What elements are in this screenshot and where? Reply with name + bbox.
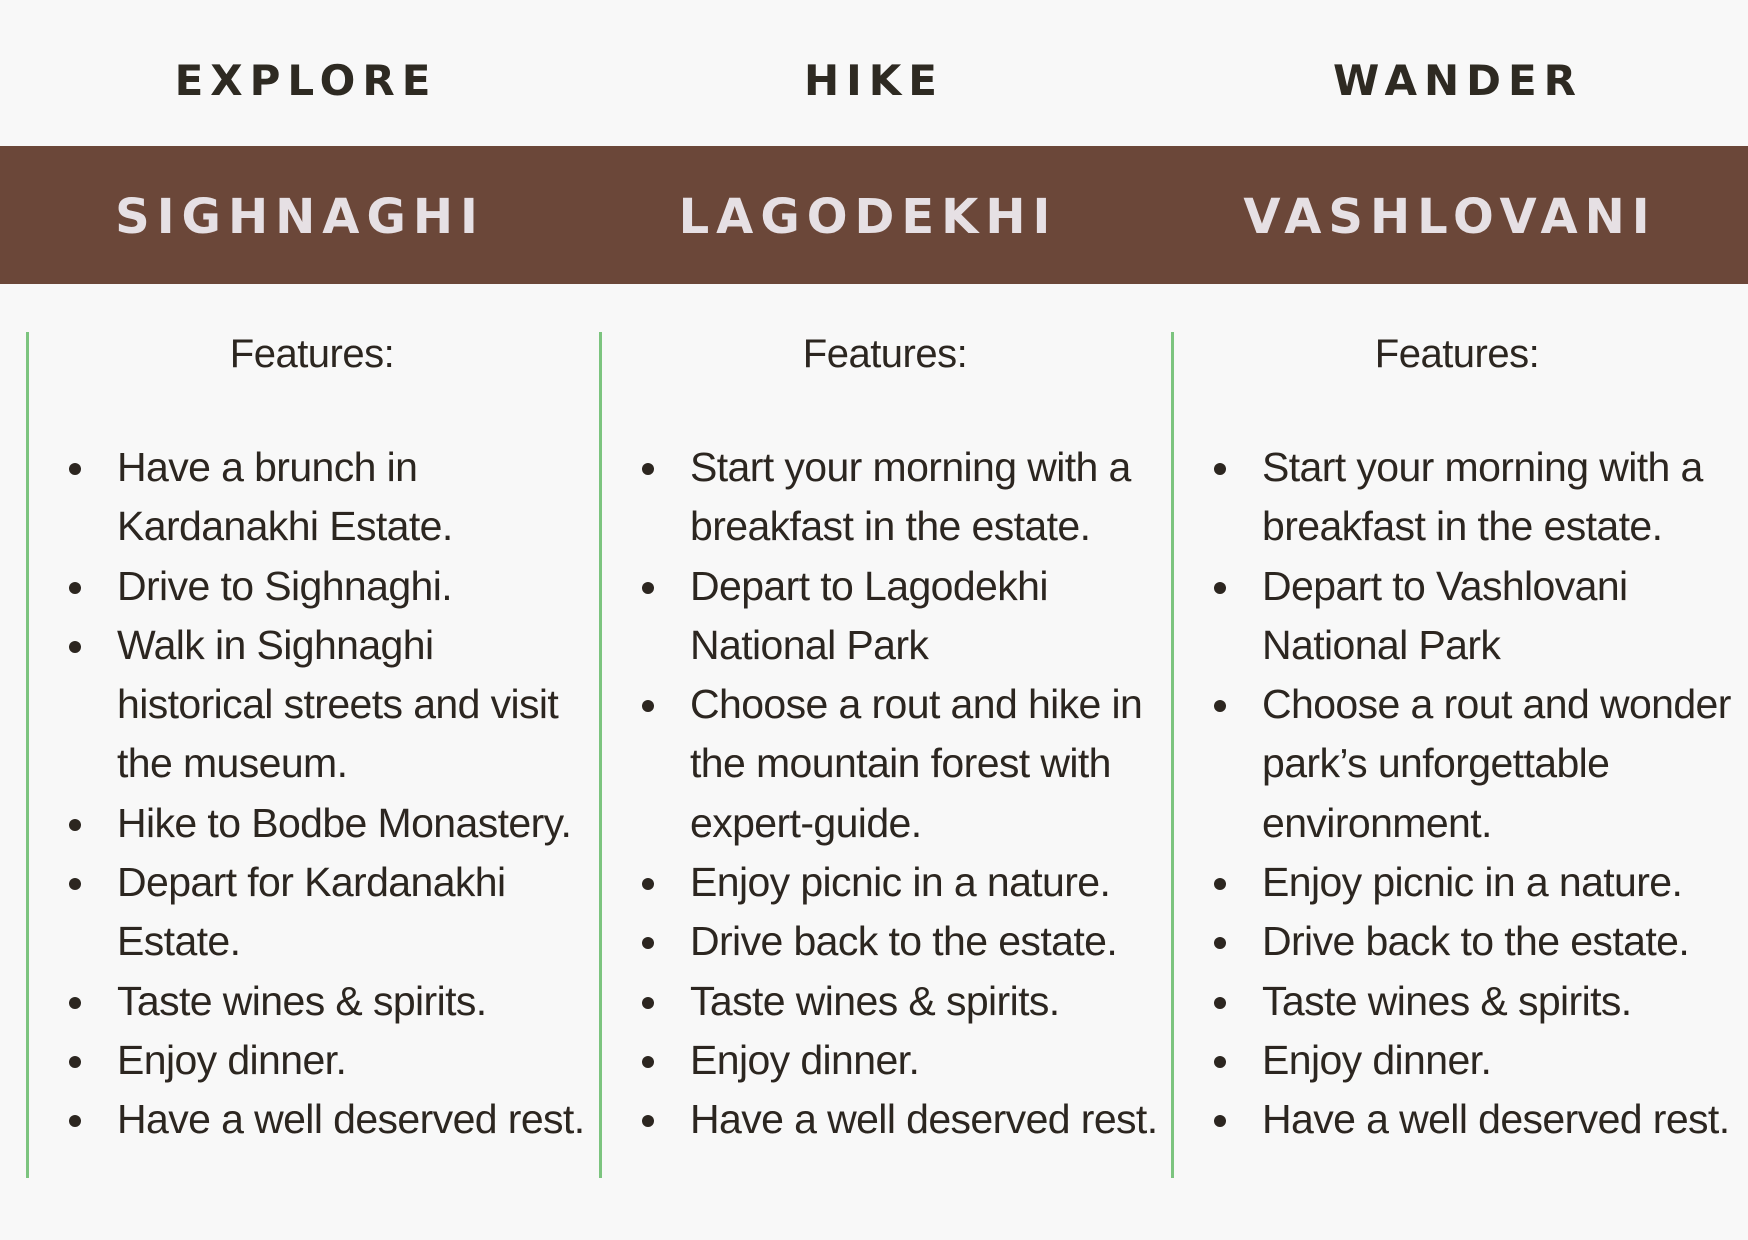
list-item: Walk in Sighnaghi historical streets and visit the museum. [29,616,587,794]
list-item: Have a well deserved rest. [602,1090,1172,1149]
place-lagodekhi: LAGODEKHI [678,189,1058,245]
feature-list [602,438,1172,1150]
list-item: Taste wines & spirits. [29,972,599,1031]
features-heading: Features: [802,332,968,376]
column-vashlovani [1171,332,1748,1178]
list-item: Choose a rout and wonder park’s unforgettable environment. [1174,675,1732,853]
activity-explore: EXPLORE [174,56,438,105]
list-item: Have a well deserved rest. [29,1090,599,1149]
list-item: Enjoy picnic in a nature. [1174,853,1748,912]
list-item: Taste wines & spirits. [602,972,1172,1031]
list-item: Have a brunch in Kardanakhi Estate. [29,438,587,557]
list-item: Drive back to the estate. [1174,912,1748,971]
list-item: Start your morning with a breakfast in the estate. [602,438,1160,557]
list-item: Drive back to the estate. [602,912,1172,971]
place-vashlovani: VASHLOVANI [1243,189,1657,245]
list-item: Depart for Kardanakhi Estate. [29,853,537,972]
feature-list [1174,438,1748,1150]
list-item: Have a well deserved rest. [1174,1090,1748,1149]
list-item: Enjoy dinner. [29,1031,599,1090]
features-heading: Features: [1374,332,1540,376]
list-item: Drive to Sighnaghi. [29,557,599,616]
list-item: Enjoy picnic in a nature. [602,853,1172,912]
list-item: Enjoy dinner. [1174,1031,1748,1090]
activity-header-row [0,0,1748,146]
list-item: Start your morning with a breakfast in the estate. [1174,438,1732,557]
destination-band [0,146,1748,284]
column-sighnaghi [26,332,599,1178]
feature-list [29,438,599,1150]
list-item: Choose a rout and hike in the mountain forest with expert-guide. [602,675,1160,853]
list-item: Depart to Lagodekhi National Park [602,557,1110,676]
features-heading: Features: [229,332,395,376]
activity-wander: WANDER [1333,56,1583,105]
list-item: Hike to Bodbe Monastery. [29,794,599,853]
column-lagodekhi [599,332,1172,1178]
place-sighnaghi: SIGHNAGHI [115,189,485,245]
list-item: Enjoy dinner. [602,1031,1172,1090]
list-item: Taste wines & spirits. [1174,972,1748,1031]
list-item: Depart to Vashlovani National Park [1174,557,1682,676]
activity-hike: HIKE [803,56,944,105]
